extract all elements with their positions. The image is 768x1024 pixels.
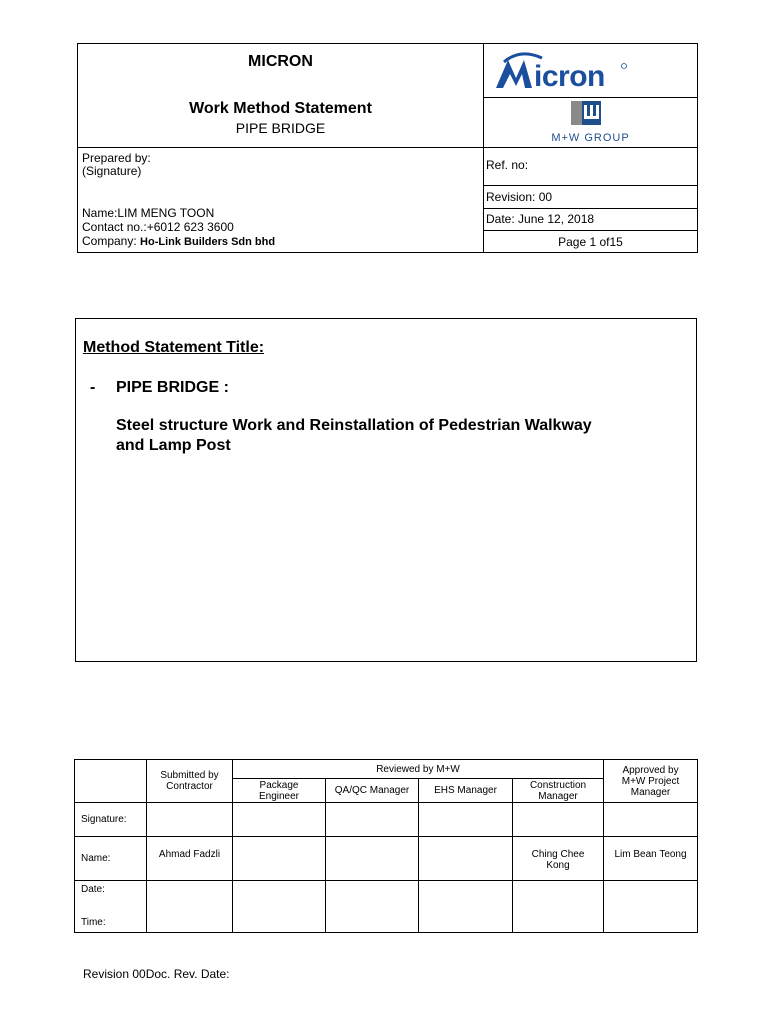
signature-cell: [147, 803, 233, 837]
submitted-by-header: Submitted by Contractor: [147, 760, 233, 803]
micron-logo: [490, 50, 690, 94]
signature-cell: [604, 803, 698, 837]
row-label-time: Time:: [81, 917, 106, 928]
item-description-line-2: and Lamp Post: [116, 437, 231, 454]
date-cell: [233, 881, 326, 933]
date-cell: [419, 881, 513, 933]
svg-text:icron: icron: [534, 60, 605, 93]
item-title: PIPE BRIDGE :: [116, 379, 229, 396]
prepared-by-label: Prepared by:: [82, 151, 151, 165]
date: Date: June 12, 2018: [486, 212, 595, 226]
revision: Revision: 00: [486, 190, 553, 204]
row-label-date: Date:: [81, 884, 105, 895]
signature-cell: [513, 803, 604, 837]
row-label-signature: Signature:: [75, 803, 147, 837]
page-number: Page 1 of15: [558, 235, 623, 249]
role-construction-manager: Construction Manager: [513, 779, 604, 803]
mw-logo-icon: [571, 101, 603, 125]
doc-subtitle: PIPE BRIDGE: [235, 120, 326, 136]
bullet-dash: -: [90, 379, 96, 396]
row-label-name: Name:: [75, 837, 147, 881]
name-contractor: Ahmad Fadzli: [147, 837, 233, 881]
role-ehs-manager: EHS Manager: [419, 779, 513, 803]
signature-table: [74, 759, 698, 933]
date-cell: [604, 881, 698, 933]
signature-cell: [326, 803, 419, 837]
micron-logo-icon: [490, 50, 690, 94]
header-divider-right-4: [483, 230, 698, 231]
approved-by-header: Approved by M+W Project Manager: [604, 760, 698, 803]
footer-text: Revision 00Doc. Rev. Date:: [83, 967, 230, 981]
item-description-line-1: Steel structure Work and Reinstallation of Pedestrian Walkway: [116, 417, 592, 434]
date-cell: [147, 881, 233, 933]
mw-logo-text: M+W GROUP: [551, 132, 630, 144]
signature-cell: [233, 803, 326, 837]
date-cell: [326, 881, 419, 933]
doc-title: Work Method Statement: [189, 100, 372, 117]
signature-cell: [419, 803, 513, 837]
method-statement-heading: Method Statement Title:: [83, 339, 265, 356]
name-construction-manager: Ching Chee Kong: [513, 837, 604, 881]
preparer-name: Name:LIM MENG TOON: [82, 206, 215, 220]
method-statement-title-box: [75, 318, 697, 662]
preparer-company: [82, 234, 275, 248]
header-divider-right-2: [483, 185, 698, 186]
name-cell: [326, 837, 419, 881]
row-label-date-time: [75, 881, 147, 933]
document-header: [77, 43, 698, 253]
header-divider-right-3: [483, 208, 698, 209]
logo-divider: [483, 97, 698, 98]
ref-no: Ref. no:: [486, 158, 529, 172]
header-divider-right-1: [483, 147, 698, 148]
name-cell: [233, 837, 326, 881]
role-package-engineer: Package Engineer: [233, 779, 326, 803]
role-qa-qc-manager: QA/QC Manager: [326, 779, 419, 803]
corner-cell: [75, 760, 147, 803]
date-cell: [513, 881, 604, 933]
company-name: MICRON: [248, 53, 313, 70]
company-label: Company:: [82, 234, 141, 248]
header-divider-left: [78, 147, 483, 148]
signature-label: (Signature): [82, 164, 142, 178]
company-value: Ho-Link Builders Sdn bhd: [140, 236, 276, 248]
header-divider-vertical: [483, 44, 484, 252]
preparer-contact: Contact no.:+6012 623 3600: [82, 220, 234, 234]
reviewed-by-header: Reviewed by M+W: [233, 760, 604, 779]
name-cell: [419, 837, 513, 881]
name-project-manager: Lim Bean Teong: [604, 837, 698, 881]
